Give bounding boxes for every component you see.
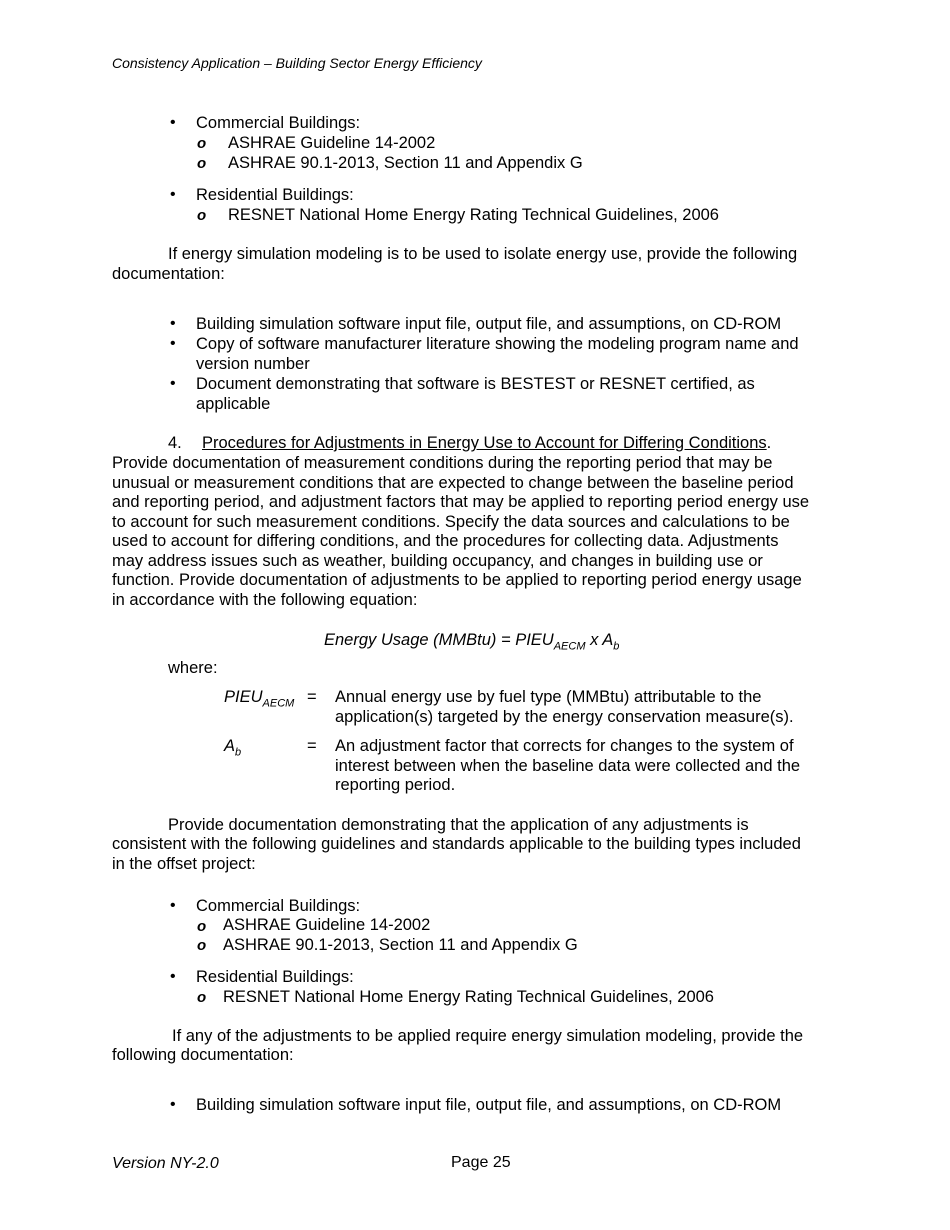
variable-subscript: AECM	[262, 697, 295, 710]
variable-subscript: b	[235, 746, 242, 759]
bullet-icon: •	[170, 335, 176, 352]
sub-bullet-icon: o	[197, 155, 207, 172]
paragraph-line: and reporting period, and adjustment factors that may be applied to reporting period energy use	[112, 493, 810, 511]
paragraph-line: Provide documentation of measurement conditions during the reporting period that may be	[112, 454, 773, 472]
bullet-icon: •	[170, 968, 176, 985]
section-heading	[202, 434, 771, 454]
paragraph-line: consistent with the following guidelines and standards applicable to the building types included	[112, 835, 801, 853]
sub-list-item: ASHRAE 90.1-2013, Section 11 and Appendix G	[228, 154, 583, 172]
equation	[324, 631, 619, 652]
section-heading-text: Procedures for Adjustments in Energy Use to Account for Differing Conditions	[202, 434, 767, 452]
bullet-icon: •	[170, 375, 176, 392]
bullet-icon: •	[170, 1096, 176, 1113]
sub-list-item: ASHRAE 90.1-2013, Section 11 and Appendix G	[223, 936, 578, 954]
list-item-residential: Residential Buildings:	[196, 968, 354, 986]
definition-text: An adjustment factor that corrects for changes to the system of	[335, 737, 794, 755]
list-item: Building simulation software input file, output file, and assumptions, on CD-ROM	[196, 1096, 782, 1114]
list-item-residential: Residential Buildings:	[196, 186, 354, 204]
definition-text: application(s) targeted by the energy conservation measure(s).	[335, 708, 794, 726]
running-header: Consistency Application – Building Sector Energy Efficiency	[112, 55, 482, 71]
sub-bullet-icon: o	[197, 918, 207, 935]
section-heading-period: .	[766, 434, 772, 452]
list-item-commercial: Commercial Buildings:	[196, 114, 361, 132]
sub-bullet-icon: o	[197, 937, 207, 954]
paragraph-line: unusual or measurement conditions that are expected to change between the baseline period	[112, 474, 794, 492]
sub-list-item: ASHRAE Guideline 14-2002	[228, 134, 436, 152]
paragraph-line: documentation:	[112, 265, 225, 283]
list-item-commercial: Commercial Buildings:	[196, 897, 361, 915]
variable-name: A	[224, 737, 236, 755]
paragraph-line: to account for such measurement conditions. Specify the data sources and calculations to be	[112, 513, 790, 531]
sub-list-item: RESNET National Home Energy Rating Technical Guidelines, 2006	[223, 988, 714, 1006]
bullet-icon: •	[170, 897, 176, 914]
bullet-icon: •	[170, 315, 176, 332]
equation-factor: x A	[585, 631, 614, 649]
equation-subscript: b	[613, 640, 620, 653]
equals-sign: =	[307, 688, 317, 706]
definition-variable	[224, 688, 294, 709]
paragraph-line: used to account for differing conditions, and the procedures for collecting data. Adjustments	[112, 532, 779, 550]
list-item-continued: applicable	[196, 395, 271, 413]
bullet-icon: •	[170, 114, 176, 131]
paragraph-line: function. Provide documentation of adjustments to be applied to reporting period energy usage	[112, 571, 802, 589]
sub-bullet-icon: o	[197, 207, 207, 224]
equation-subscript: AECM	[553, 640, 586, 653]
paragraph-line: Provide documentation demonstrating that the application of any adjustments is	[168, 816, 749, 834]
where-label: where:	[168, 659, 218, 677]
sub-bullet-icon: o	[197, 135, 207, 152]
sub-bullet-icon: o	[197, 989, 207, 1006]
bullet-icon: •	[170, 186, 176, 203]
paragraph-line: following documentation:	[112, 1046, 294, 1064]
paragraph-line: If any of the adjustments to be applied require energy simulation modeling, provide the	[172, 1027, 804, 1045]
paragraph-line: in the offset project:	[112, 855, 256, 873]
paragraph-line: in accordance with the following equation:	[112, 591, 418, 609]
paragraph-line: may address issues such as weather, building occupancy, and changes in building use or	[112, 552, 763, 570]
list-item: Copy of software manufacturer literature showing the modeling program name and	[196, 335, 799, 353]
definition-variable	[224, 737, 241, 758]
equals-sign: =	[307, 737, 317, 755]
variable-name: PIEU	[224, 688, 263, 706]
list-item: Document demonstrating that software is BESTEST or RESNET certified, as	[196, 375, 755, 393]
definition-text: reporting period.	[335, 776, 456, 794]
sub-list-item: RESNET National Home Energy Rating Technical Guidelines, 2006	[228, 206, 719, 224]
equation-lhs: Energy Usage (MMBtu) = PIEU	[324, 631, 554, 649]
sub-list-item: ASHRAE Guideline 14-2002	[223, 916, 431, 934]
paragraph-line: If energy simulation modeling is to be used to isolate energy use, provide the following	[168, 245, 798, 263]
section-number: 4.	[168, 434, 182, 452]
definition-text: interest between when the baseline data were collected and the	[335, 757, 801, 775]
list-item-continued: version number	[196, 355, 310, 373]
list-item: Building simulation software input file, output file, and assumptions, on CD-ROM	[196, 315, 782, 333]
footer-version: Version NY-2.0	[112, 1155, 219, 1172]
definition-text: Annual energy use by fuel type (MMBtu) attributable to the	[335, 688, 762, 706]
page-number: Page 25	[451, 1154, 511, 1171]
